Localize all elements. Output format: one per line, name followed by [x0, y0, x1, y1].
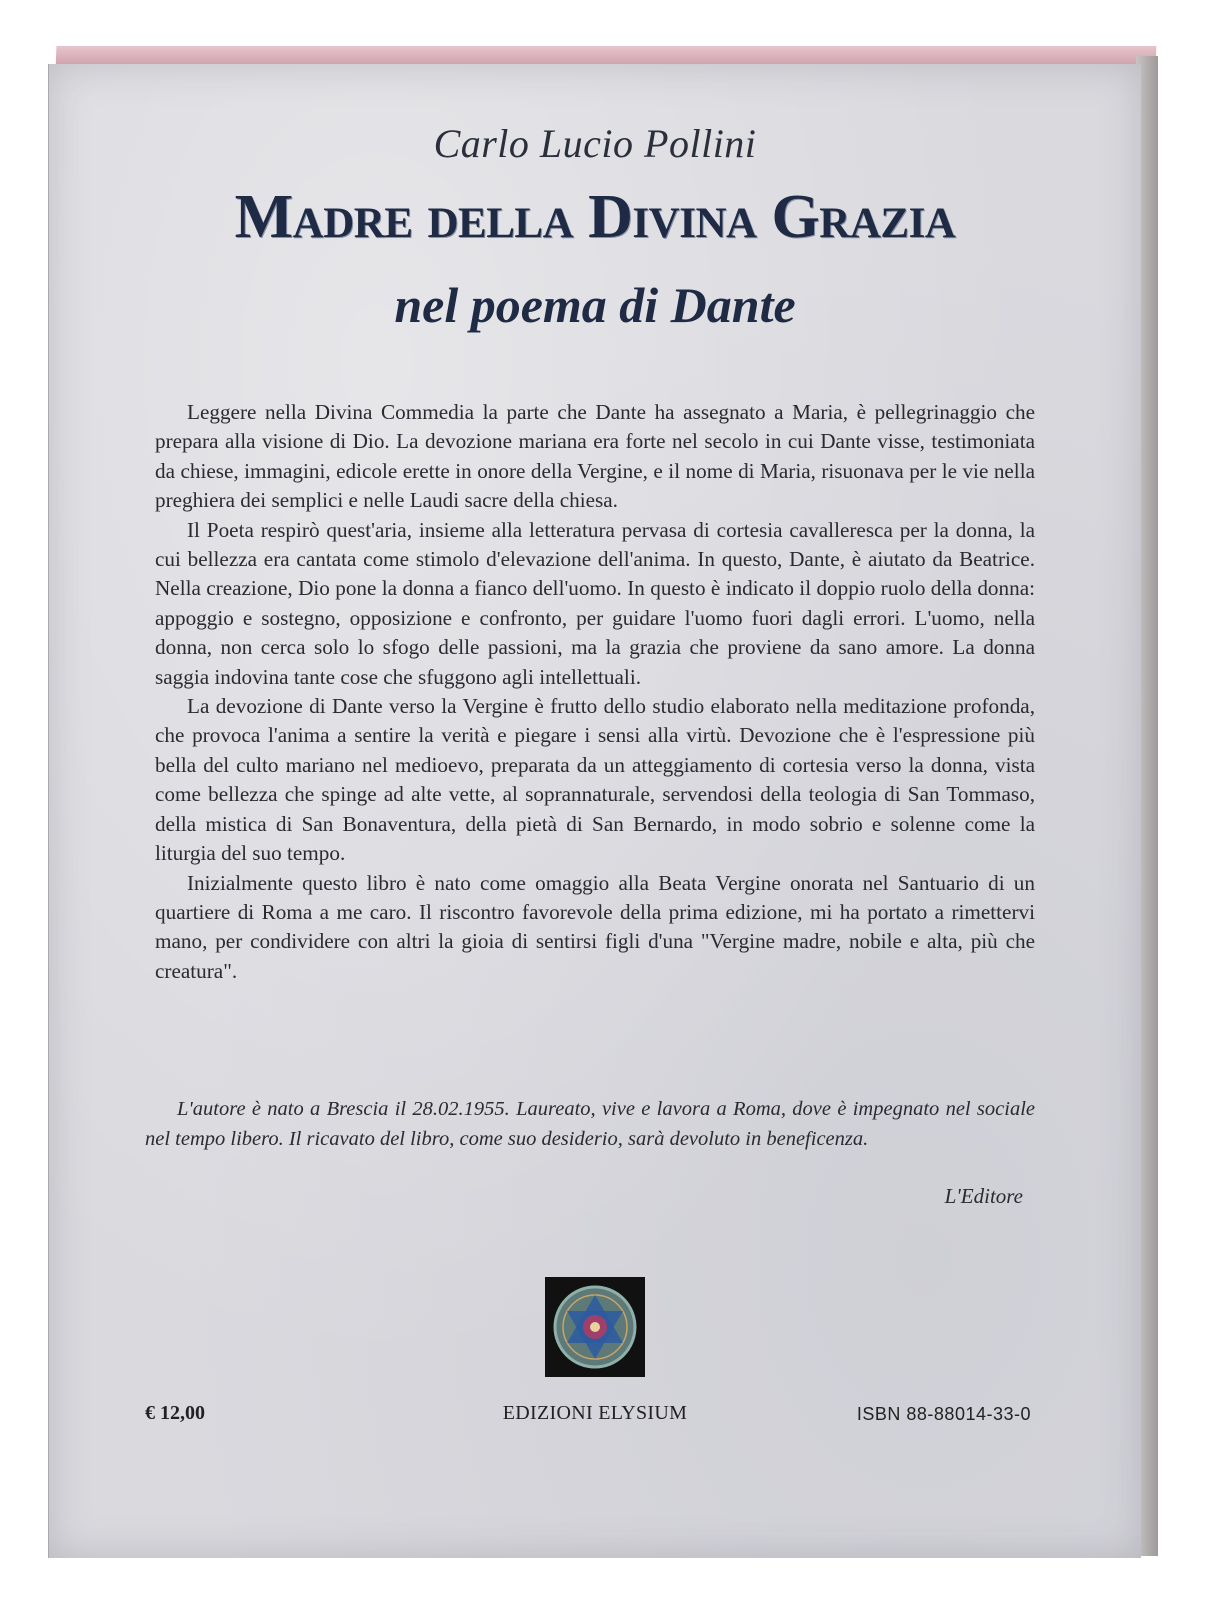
isbn: ISBN 88-88014-33-0	[856, 1404, 1031, 1424]
book-title: Madre della Divina Grazia	[234, 183, 956, 251]
author-note: L'autore è nato a Brescia il 28.02.1955. Laureato, vive e lavora a Roma, dove è impegnato nel sociale nel tempo libero. Il ricavato del libro, come suo desiderio, sarà devoluto in beneficenza.	[145, 1098, 1035, 1150]
publisher-emblem-icon	[545, 1277, 645, 1377]
book-subtitle: nel poema di Dante	[394, 277, 796, 333]
synopsis-paragraph: Inizialmente questo libro è nato come omaggio alla Beata Vergine onorata nel Santuario di un quartiere di Roma a me caro. Il riscontro favorevole della prima edizione, mi ha portato a rimettervi mano, per condividere con altri la gioia di sentirsi figli d'una "Vergine madre, nobile e alta, più che creatura".	[155, 870, 1035, 983]
author-name: Carlo Lucio Pollini	[433, 121, 757, 166]
synopsis-paragraph: Leggere nella Divina Commedia la parte che Dante ha assegnato a Maria, è pellegrinaggio che prepara alla visione di Dio. La devozione mariana era forte nel secolo in cui Dante visse, testimoniata da chiese, immagini, edicole erette in onore della Vergine, e il nome di Maria, risuonava per le vie nella preghiera dei semplici e nelle Laudi sacre della chiesa.	[155, 400, 1035, 513]
synopsis-paragraph: Il Poeta respirò quest'aria, insieme alla letteratura pervasa di cortesia cavalleresca per la donna, la cui bellezza era cantata come stimolo d'elevazione dell'anima. In questo, Dante, è aiutato da Beatrice. Nella creazione, Dio pone la donna a fianco dell'uomo. In questo è indicato il doppio ruolo della donna: appoggio e sostegno, opposizione e confronto, per guidare l'uomo fuori dagli errori. L'uomo, nella donna, non cerca solo lo sfogo delle passioni, ma la grazia che proviene da sano amore. La donna saggia indovina tante cose che sfuggono agli intellettuali.	[155, 517, 1035, 689]
editor-signature: L'Editore	[944, 1184, 1023, 1208]
price: € 12,00	[145, 1402, 205, 1424]
synopsis	[155, 398, 1035, 986]
synopsis-paragraph: La devozione di Dante verso la Vergine è frutto dello studio elaborato nella meditazione profonda, che provoca l'anima a sentire la verità e piegare i sensi alla virtù. Devozione che è l'espressione più bella del culto mariano nel medioevo, preparata da un atteggiamento di cortesia verso la donna, vista come bellezza che spinge ad alte vette, al soprannaturale, servendosi della teologia di San Tommaso, della mistica di San Bonaventura, della pietà di San Bernardo, in modo sobrio e solenne come la liturgia del suo tempo.	[155, 694, 1035, 866]
back-cover	[48, 64, 1141, 1558]
publisher-name: EDIZIONI ELYSIUM	[502, 1402, 688, 1424]
